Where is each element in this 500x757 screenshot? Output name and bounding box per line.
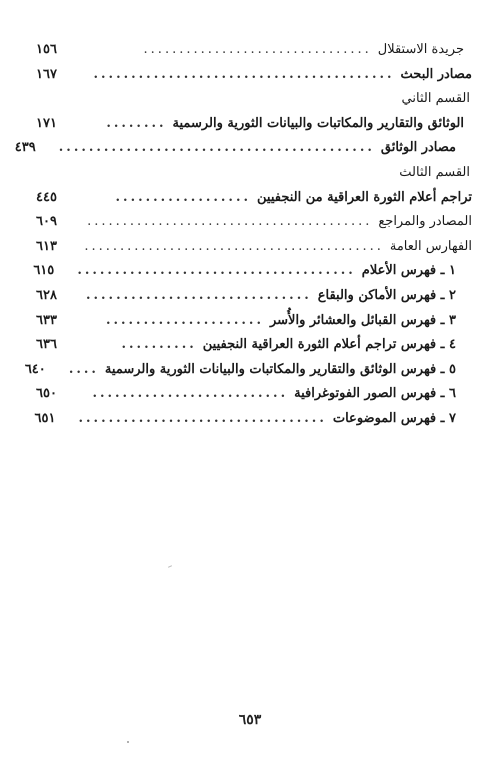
toc-entry-page: ٤٣٩: [14, 140, 36, 156]
toc-entry: [24, 358, 472, 383]
toc-entry: [36, 333, 472, 358]
toc-entry: [36, 210, 472, 235]
scan-speck: [127, 741, 129, 743]
dot-leader: ..........................: [92, 386, 289, 402]
toc-entry-title: مصادر البحث: [400, 66, 472, 82]
dot-leader: ........: [106, 115, 167, 131]
toc-entry-title: المصادر والمراجع: [378, 214, 472, 230]
toc-entry-title: ١ ـ فهرس الأعلام: [361, 263, 456, 279]
dot-leader: .....................: [105, 312, 264, 328]
toc-entry-page: ١٧١: [36, 115, 57, 131]
dot-leader: ..........................................: [84, 238, 384, 254]
dot-leader: ..................: [115, 189, 251, 205]
dot-leader: ..........: [121, 337, 197, 353]
dot-leader: ....: [68, 361, 99, 377]
toc-entry-title: القسم الثاني: [401, 91, 470, 107]
toc-entry-page: ٦٥١: [34, 410, 56, 426]
toc-entry-page: ٦١٣: [36, 238, 57, 254]
toc-entry: [36, 186, 472, 211]
toc-entry-page: ٦٤٠: [24, 361, 46, 377]
dot-leader: ................................: [143, 42, 372, 57]
page-number: ٦٥٣: [238, 712, 262, 728]
toc-entry-title: الفهارس العامة: [389, 238, 472, 254]
dot-leader: .................................: [78, 410, 327, 426]
dot-leader: ..............................: [85, 287, 312, 303]
toc-entry-title: مصادر الوثائق: [380, 140, 456, 156]
toc-entry-page: ٦٠٩: [36, 214, 57, 230]
toc-entry: [36, 112, 472, 137]
toc-entry-title: ٣ ـ فهرس القبائل والعشائر والأُسر: [269, 312, 456, 328]
toc-entry: [36, 284, 472, 309]
toc-entry: [36, 38, 472, 63]
toc-entry-page: ٦٣٣: [36, 312, 57, 328]
toc-entry-title: الوثائق والتقارير والمكاتبات والبيانات الثورية والرسمية: [172, 115, 464, 131]
toc-entry-page: ٦٢٨: [36, 287, 57, 303]
toc-entry-title: ٢ ـ فهرس الأماكن والبقاع: [317, 287, 456, 303]
dot-leader: ..........................................: [58, 140, 375, 156]
toc-entry-title: ٦ ـ فهرس الصور الفوتوغرافية: [294, 386, 456, 402]
toc-entry: [36, 407, 472, 432]
dot-leader: ........................................: [87, 214, 373, 230]
toc-entry-title: ٧ ـ فهرس الموضوعات: [332, 410, 456, 426]
toc-entry: [36, 309, 472, 334]
toc-entry-title: تراجم أعلام الثورة العراقية من النجفيين: [257, 189, 472, 205]
toc-entry: [33, 259, 472, 284]
toc-entry-page: ٦٥٠: [36, 386, 57, 402]
scan-speck: [168, 565, 172, 568]
toc-entry: [36, 63, 472, 88]
toc-entry: [14, 136, 472, 161]
toc-entry-title: ٥ ـ فهرس الوثائق والتقارير والمكاتبات والبيانات الثورية والرسمية: [104, 361, 456, 377]
toc-entry: [36, 161, 472, 186]
toc-entry-title: ٤ ـ فهرس تراجم أعلام الثورة العراقية النجفيين: [202, 337, 456, 353]
toc-entry-page: ١٥٦: [36, 42, 57, 57]
toc-entry-page: ٦١٥: [33, 263, 55, 279]
toc-entry: [36, 87, 472, 112]
toc-entry-page: ١٦٧: [36, 66, 57, 82]
toc-entry-title: جريدة الاستقلال: [377, 42, 464, 57]
toc-entry-title: القسم الثالث: [399, 164, 470, 180]
table-of-contents: [14, 38, 472, 432]
dot-leader: .....................................: [77, 263, 356, 279]
toc-entry: [36, 235, 472, 260]
toc-entry-page: ٦٣٦: [36, 337, 57, 353]
toc-entry: [36, 382, 472, 407]
dot-leader: ........................................: [93, 66, 395, 82]
toc-entry-page: ٤٤٥: [36, 189, 57, 205]
